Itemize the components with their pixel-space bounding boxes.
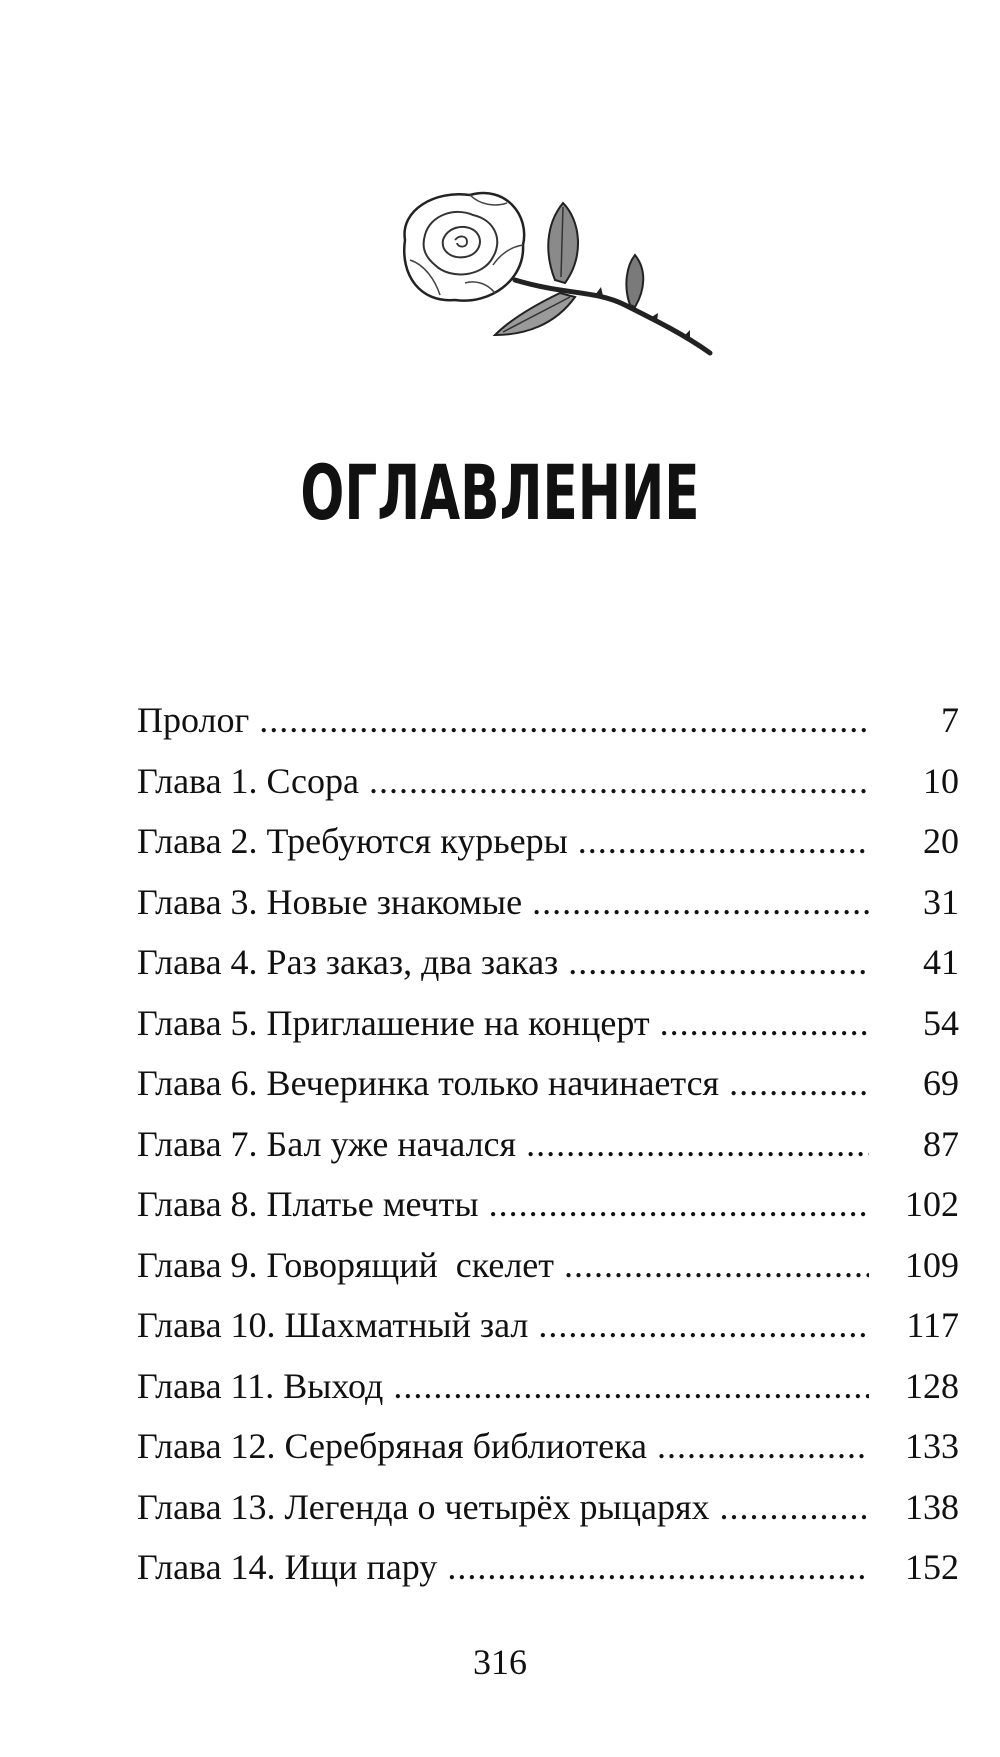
toc-entry-title: Глава 4. Раз заказ, два заказ <box>137 942 559 982</box>
toc-entry-title: Глава 14. Ищи пару <box>137 1547 438 1587</box>
toc-entry-title: Глава 2. Требуются курьеры <box>137 821 568 861</box>
toc-entry-page: 54 <box>923 1002 959 1043</box>
toc-dot-leader <box>578 811 869 871</box>
toc-dot-leader <box>393 1356 869 1416</box>
toc-entry-page: 87 <box>923 1123 959 1164</box>
page-number: 316 <box>473 1642 527 1682</box>
toc-entry-page: 7 <box>941 700 959 740</box>
toc-entry <box>137 1235 959 1296</box>
toc-entry-page: 109 <box>905 1244 959 1285</box>
toc-dot-leader <box>564 1235 869 1295</box>
toc-entry <box>137 1295 959 1356</box>
toc-entry-page: 102 <box>905 1184 959 1224</box>
toc-entry-page: 10 <box>923 760 959 801</box>
toc-dot-leader <box>489 1174 869 1234</box>
toc-dot-leader <box>447 1537 869 1597</box>
toc-entry-title: Глава 13. Легенда о четырёх рыцарях <box>137 1486 710 1527</box>
toc-entry-title: Глава 5. Приглашение на концерт <box>137 1002 650 1043</box>
toc-entry-title: Глава 9. Говорящий скелет <box>137 1244 554 1285</box>
toc-dot-leader <box>526 1114 869 1174</box>
toc-entry-title: Глава 6. Вечеринка только начинается <box>137 1063 720 1103</box>
toc-entry-title: Глава 8. Платье мечты <box>137 1184 479 1224</box>
toc-entry <box>137 1537 959 1598</box>
toc-dot-leader <box>259 690 869 750</box>
toc-entry-page: 31 <box>923 881 959 922</box>
toc-dot-leader <box>720 1477 869 1537</box>
toc-dot-leader <box>657 1416 869 1476</box>
toc-entry-page: 20 <box>923 821 959 861</box>
toc-entry-title: Глава 7. Бал уже начался <box>137 1123 517 1164</box>
toc-entry-page: 69 <box>923 1063 959 1103</box>
toc-entry <box>137 872 959 933</box>
toc-dot-leader <box>538 1295 869 1355</box>
toc-entry <box>137 1477 959 1538</box>
toc-entry <box>137 811 959 872</box>
toc-entry <box>137 993 959 1054</box>
toc-entry-title: Глава 3. Новые знакомые <box>137 881 523 922</box>
toc-entry <box>137 690 959 751</box>
toc-entry-title: Глава 1. Ссора <box>137 760 359 801</box>
toc-entry-title: Глава 12. Серебряная библиотека <box>137 1426 648 1466</box>
toc-dot-leader <box>568 932 869 992</box>
toc-entry <box>137 1416 959 1477</box>
toc-entry <box>137 932 959 993</box>
toc-entry-title: Глава 11. Выход <box>137 1365 384 1406</box>
toc-entry-page: 117 <box>906 1305 959 1345</box>
toc-entry <box>137 1053 959 1114</box>
toc-entry-page: 152 <box>905 1547 959 1587</box>
toc-entry <box>137 1356 959 1417</box>
toc-entry-page: 133 <box>905 1426 959 1466</box>
toc-dot-leader <box>660 993 869 1053</box>
toc-entry-page: 128 <box>905 1365 959 1406</box>
toc-dot-leader <box>369 751 869 811</box>
table-of-contents <box>137 690 959 1598</box>
toc-dot-leader <box>729 1053 869 1113</box>
toc-entry-title: Глава 10. Шахматный зал <box>137 1305 529 1345</box>
toc-entry <box>137 1174 959 1235</box>
toc-entry <box>137 751 959 812</box>
toc-entry-page: 41 <box>923 942 959 982</box>
rose-icon <box>395 185 725 365</box>
toc-dot-leader <box>532 872 869 932</box>
toc-entry-page: 138 <box>905 1486 959 1527</box>
page-title: ОГЛАВЛЕНИЕ <box>300 448 700 537</box>
toc-entry-title: Пролог <box>137 700 250 740</box>
toc-entry <box>137 1114 959 1175</box>
